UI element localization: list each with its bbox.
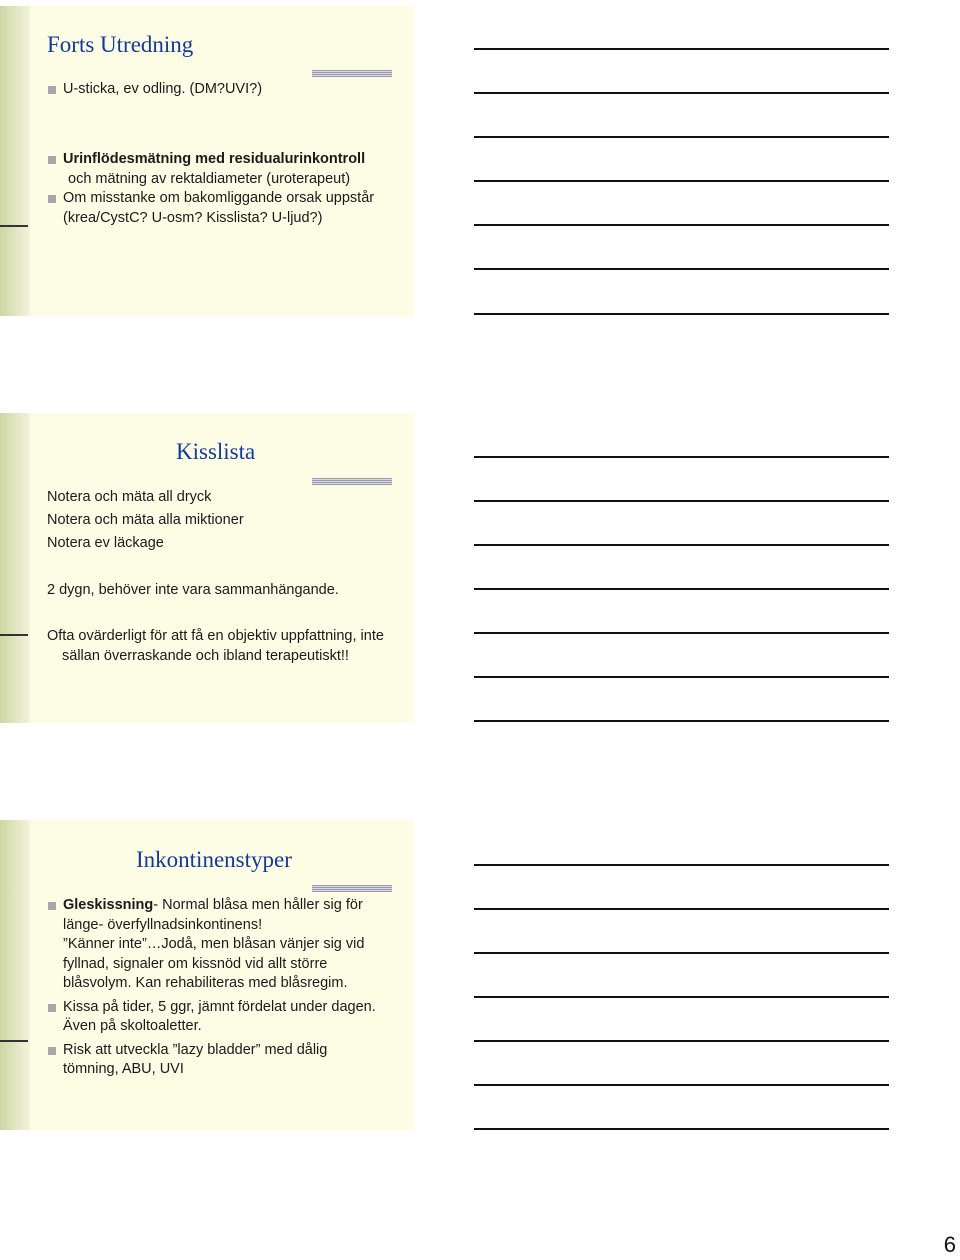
- note-line: [474, 313, 889, 315]
- slide-accent-bar: [0, 413, 30, 723]
- slide-title: Forts Utredning: [47, 32, 194, 57]
- slide-accent-bar: [0, 6, 30, 316]
- list-item: ”Känner inte”…Jodå, men blåsan vänjer sig vid fyllnad, signaler om kissnöd vid allt större blåsvolym. Kan rehabiliteras med blåsregim.: [63, 936, 365, 991]
- slide-inkontinenstyper: [0, 820, 414, 1130]
- note-line: [474, 632, 889, 634]
- title-underline-decoration: [312, 70, 392, 77]
- note-line: [474, 908, 889, 910]
- bullet-list: [48, 80, 384, 100]
- text-line: Notera och mäta alla miktioner: [47, 512, 244, 528]
- bullet-list: [48, 150, 384, 228]
- note-line: [474, 1084, 889, 1086]
- text-line: Notera och mäta all dryck: [47, 489, 212, 505]
- bullet-list: [48, 896, 384, 1080]
- note-line: [474, 180, 889, 182]
- text-line: 2 dygn, behöver inte vara sammanhängande.: [47, 582, 339, 598]
- note-line: [474, 720, 889, 722]
- list-item: U-sticka, ev odling. (DM?UVI?): [48, 80, 384, 100]
- note-line: [474, 952, 889, 954]
- note-line: [474, 996, 889, 998]
- note-line: [474, 676, 889, 678]
- note-line: [474, 500, 889, 502]
- slide-title: Inkontinenstyper: [136, 847, 292, 872]
- note-line: [474, 1128, 889, 1130]
- note-line: [474, 268, 889, 270]
- text-line: Ofta ovärderligt för att få en objektiv uppfattning, inte sällan överraskande och ibland terapeutiskt!!: [47, 628, 384, 664]
- note-line: [474, 48, 889, 50]
- note-line: [474, 864, 889, 866]
- list-item: och mätning av rektaldiameter (uroterapeut): [68, 170, 351, 187]
- note-line: [474, 224, 889, 226]
- slide-divider: [0, 225, 28, 227]
- slide-kisslista: [0, 413, 414, 723]
- term-bold: Gleskissning: [63, 897, 154, 913]
- list-item: [48, 896, 384, 935]
- note-line: [474, 588, 889, 590]
- note-line: [474, 544, 889, 546]
- list-item: Risk att utveckla ”lazy bladder” med dålig tömning, ABU, UVI: [48, 1041, 384, 1080]
- title-underline-decoration: [312, 885, 392, 892]
- note-line: [474, 92, 889, 94]
- slide-divider: [0, 1040, 28, 1042]
- note-line: [474, 136, 889, 138]
- list-item: Om misstanke om bakomliggande orsak uppstår (krea/CystC? U-osm? Kisslista? U-ljud?): [48, 189, 384, 228]
- text-line: Notera ev läckage: [47, 535, 164, 551]
- title-underline-decoration: [312, 478, 392, 485]
- slide-divider: [0, 634, 28, 636]
- list-item: Kissa på tider, 5 ggr, jämnt fördelat under dagen. Även på skoltoaletter.: [48, 998, 384, 1037]
- slide-accent-bar: [0, 820, 30, 1130]
- slide-title: Kisslista: [176, 439, 256, 464]
- slide-forts-utredning: [0, 6, 414, 316]
- note-line: [474, 456, 889, 458]
- list-item: Urinflödesmätning med residualurinkontroll: [48, 150, 384, 170]
- note-line: [474, 1040, 889, 1042]
- page-number: 6: [943, 1232, 956, 1257]
- term-description: - Normal blåsa men håller sig för länge- överfyllnadsinkontinens!: [63, 897, 363, 933]
